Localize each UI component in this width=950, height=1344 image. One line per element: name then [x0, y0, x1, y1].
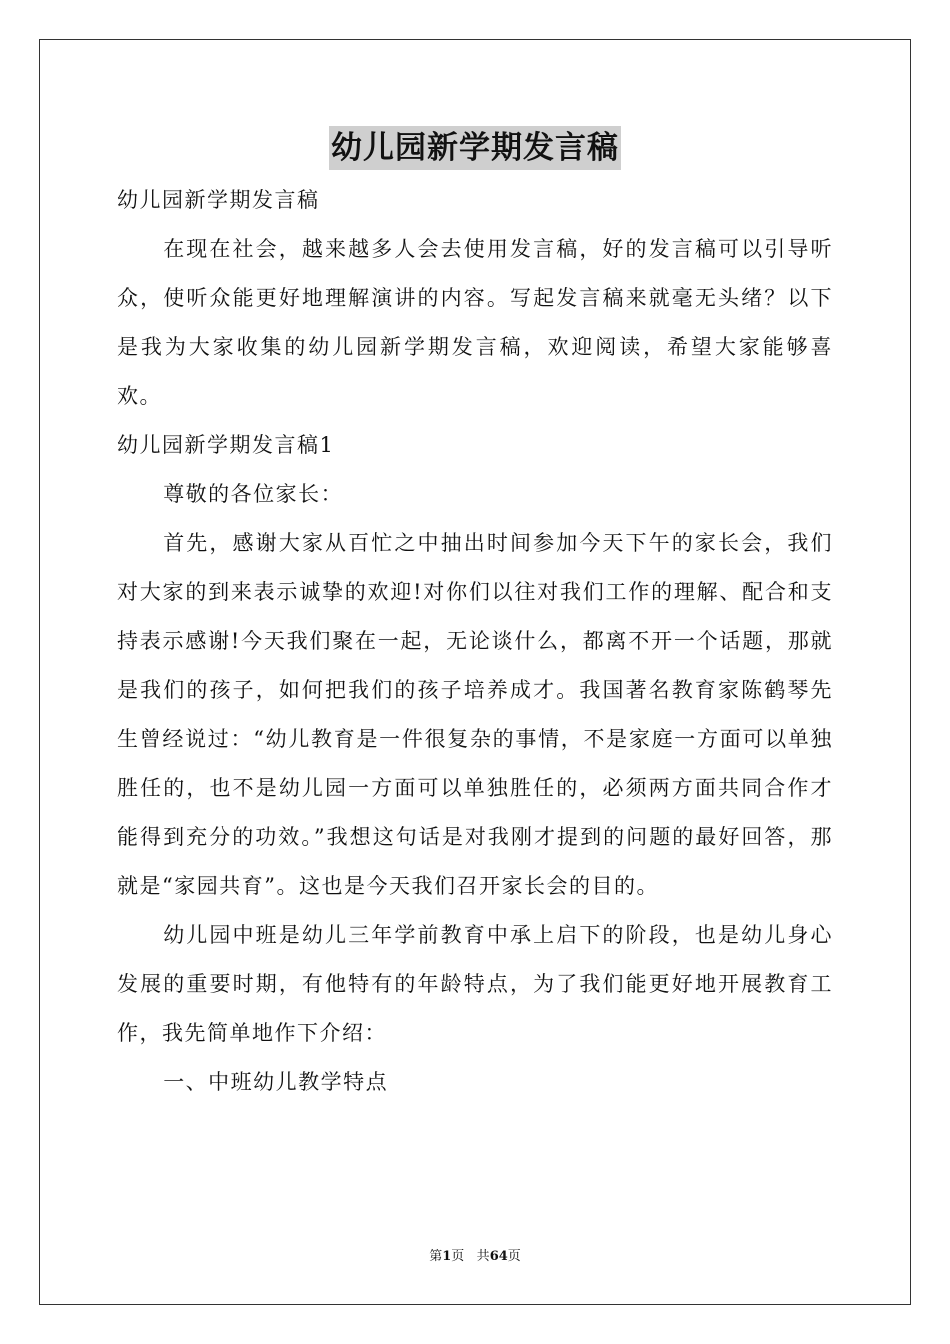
paragraph: 幼儿园中班是幼儿三年学前教育中承上启下的阶段，也是幼儿身心发展的重要时期，有他特有的年龄特点，为了我们能更好地开展教育工作，我先简单地作下介绍： — [117, 923, 833, 1045]
total-suffix: 页 — [507, 1249, 521, 1264]
total-pages: 64 — [489, 1249, 508, 1264]
document-title: 幼儿园新学期发言稿 — [329, 126, 621, 170]
page-prefix: 第 — [429, 1249, 443, 1264]
total-prefix: 共 — [476, 1249, 490, 1264]
paragraph: 幼儿园新学期发言稿 — [117, 188, 320, 212]
section-heading: 幼儿园新学期发言稿1 — [117, 433, 335, 457]
title-container — [0, 126, 950, 170]
page-footer — [0, 1245, 950, 1264]
subsection-heading: 一、中班幼儿教学特点 — [163, 1070, 389, 1094]
page-suffix: 页 — [451, 1249, 465, 1264]
paragraph: 首先，感谢大家从百忙之中抽出时间参加今天下午的家长会，我们对大家的到来表示诚挚的欢迎!对你们以往对我们工作的理解、配合和支持表示感谢!今天我们聚在一起，无论谈什么，都离不开一个话题，那就是我们的孩子，如何把我们的孩子培养成才。我国著名教育家陈鹤琴先生曾经说过：“幼儿教育是一件很复杂的事情，不是家庭一方面可以单独胜任的，也不是幼儿园一方面可以单独胜任的，必须两方面共同合作才能得到充分的功效。”我想这句话是对我刚才提到的问题的最好回答，那就是“家园共育”。这也是今天我们召开家长会的目的。 — [117, 531, 833, 898]
document-body — [117, 176, 833, 1107]
paragraph: 在现在社会，越来越多人会去使用发言稿，好的发言稿可以引导听众，使听众能更好地理解演讲的内容。写起发言稿来就毫无头绪？以下是我为大家收集的幼儿园新学期发言稿，欢迎阅读，希望大家能够喜欢。 — [117, 237, 833, 408]
salutation: 尊敬的各位家长： — [163, 482, 344, 506]
page-number: 1 — [442, 1249, 452, 1264]
